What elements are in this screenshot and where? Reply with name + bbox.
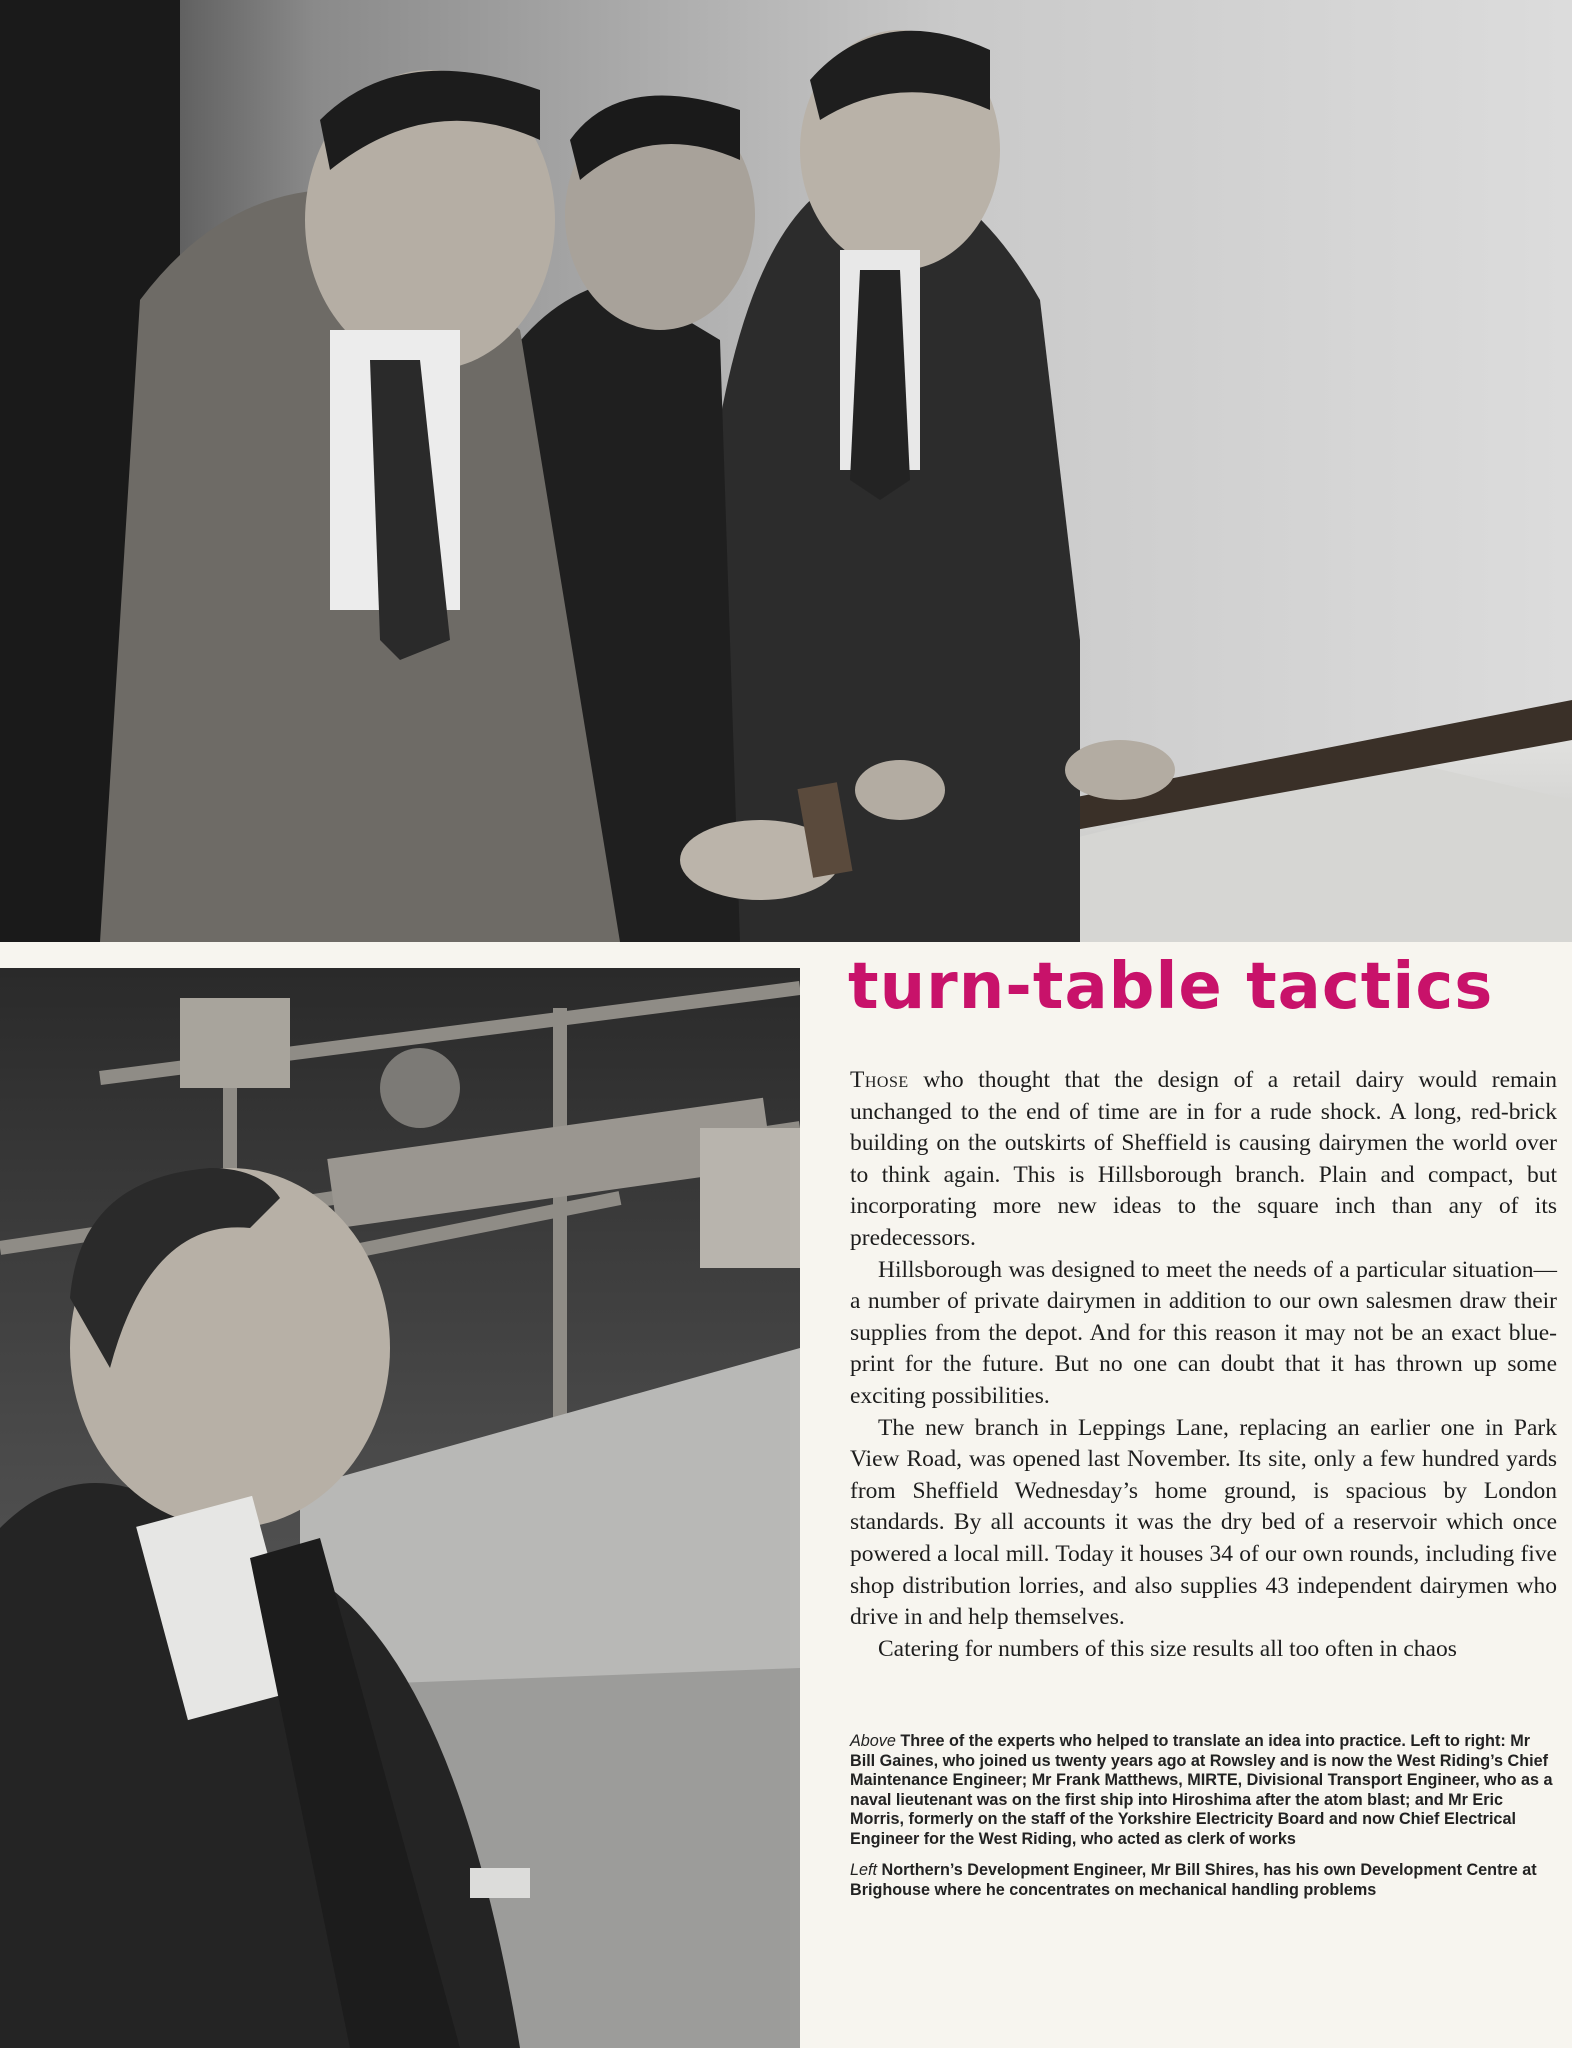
article-paragraph-3: The new branch in Leppings Lane, replacing an earlier one in Park View Road, was opened last November. Its site, only a few hundred yards from Sheffield Wednesday’s home ground, is spacious by London standards. By all accounts it was the dry bed of a reservoir which once powered a local mill. Today it houses 34 of our own rounds, including five shop distribution lorries, and also supplies 43 independent dairymen who drive in and help themselves. — [850, 1414, 1557, 1631]
photo-three-engineers — [0, 0, 1572, 942]
caption-above-text: Three of the experts who helped to translate an idea into practice. Left to right: Mr Bill Gaines, who joined us twenty years ago at Rowsley and is now the West Riding’s Chief Maintenance Engineer; Mr Frank Matthews, MIRTE, Divisional Transport Engineer, who as a naval lieutenant was on the first ship into Hiroshima after the atom blast; and Mr Eric Morris, formerly on the staff of the Yorkshire Electricity Board and now Chief Electrical Engineer for the West Riding, who acted as clerk of works — [850, 1732, 1553, 1848]
article-paragraph-1-text: who thought that the design of a retail dairy would remain unchanged to the end of time are in for a rude shock. A long, red-brick building on the outskirts of Sheffield is causing dairymen the world over to think again. This is Hillsborough branch. Plain and compact, but incorporating more new ideas to the square inch than any of its predecessors. — [850, 1067, 1557, 1251]
article-paragraph-4: Catering for numbers of this size results all too often in chaos — [878, 1635, 1457, 1662]
caption-left-lead: Left — [850, 1861, 878, 1879]
article-lead-word: Those — [850, 1067, 909, 1093]
caption-above — [850, 1732, 1557, 1849]
caption-above-lead: Above — [850, 1732, 896, 1750]
caption-left-text: Northern’s Development Engineer, Mr Bill Shires, has his own Development Centre at Brighouse where he concentrates on mechanical handling problems — [850, 1861, 1537, 1899]
headline: turn-table tactics — [848, 950, 1494, 1024]
article-paragraph-2: Hillsborough was designed to meet the needs of a particular situation—a number of private dairymen in addition to our own salesmen draw their supplies from the depot. And for this reason it may not be an exact blue-print for the future. But no one can doubt that it has thrown up some exciting possibilities. — [850, 1256, 1557, 1409]
article-paragraph-1 — [850, 1065, 1557, 1255]
photo-bill-shires — [0, 968, 800, 2048]
caption-left — [850, 1861, 1557, 1900]
photo-captions — [850, 1732, 1557, 1912]
article-body — [850, 1065, 1557, 1665]
